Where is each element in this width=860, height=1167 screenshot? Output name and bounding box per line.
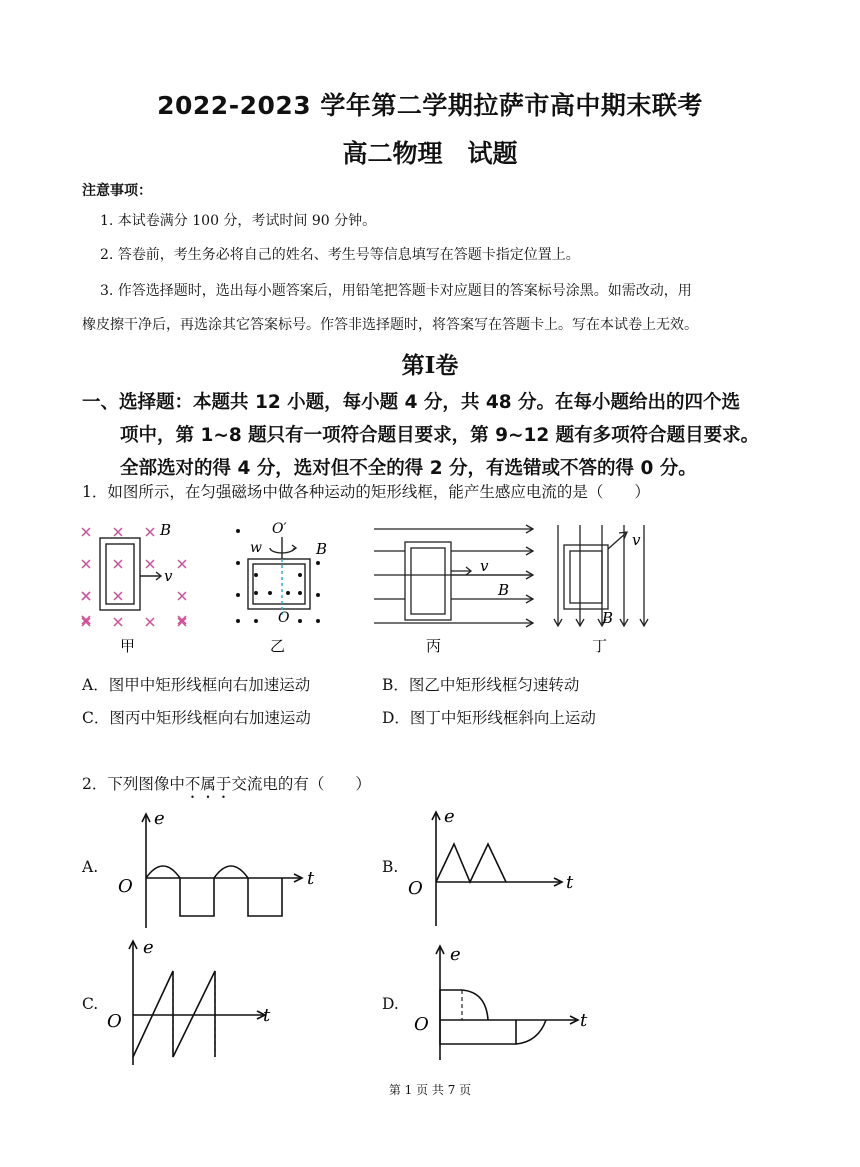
q1-option-c: C．图丙中矩形线框向右加速运动 xyxy=(82,709,311,727)
notice-item-3: 3. 作答选择题时，选出每小题答案后，用铅笔把答题卡对应题目的答案标号涂黑。如需改动，用 xyxy=(100,283,692,299)
graph-a-e: e xyxy=(154,808,165,829)
yi-B-label: B xyxy=(316,540,328,558)
label-yi: 乙 xyxy=(270,637,286,655)
jia-v-label: v xyxy=(164,567,173,585)
ding-B-label: B xyxy=(602,609,614,627)
exam-subtitle: 高二物理 试题 xyxy=(342,139,518,168)
graph-a-t: t xyxy=(307,868,315,889)
yi-O-label: O xyxy=(278,610,290,626)
q2-graph-d xyxy=(410,940,600,1065)
part-one-instructions xyxy=(82,386,782,485)
exam-title: 2022-2023 学年第二学期拉萨市高中期末联考 xyxy=(157,91,703,120)
q2-option-b-label: B. xyxy=(382,858,399,876)
graph-b-O: O xyxy=(408,878,423,899)
notice-heading: 注意事项： xyxy=(82,183,152,199)
figure-bing xyxy=(374,525,533,627)
q2-graph-b xyxy=(400,806,590,931)
yi-w-label: w xyxy=(250,540,262,556)
q2-stem-post: 交流电的有（ ） xyxy=(231,775,371,793)
ding-v-label: v xyxy=(632,531,641,549)
q2-stem-pre: 2．下列图像中 xyxy=(82,775,185,793)
question-1-figure xyxy=(70,515,690,660)
q1-option-b: B．图乙中矩形线框匀速转动 xyxy=(382,676,580,694)
graph-a-O: O xyxy=(118,876,133,897)
notice-item-1: 1. 本试卷满分 100 分，考试时间 90 分钟。 xyxy=(100,213,377,229)
question-2-stem xyxy=(82,772,371,802)
bing-v-label: v xyxy=(480,557,489,575)
label-ding: 丁 xyxy=(592,637,608,655)
q1-option-a: A．图甲中矩形线框向右加速运动 xyxy=(82,676,311,694)
q2-option-c-label: C. xyxy=(82,995,99,1013)
graph-d-t: t xyxy=(580,1010,588,1031)
bing-B-label: B xyxy=(498,581,510,599)
q2-graph-c xyxy=(105,935,285,1070)
graph-c-O: O xyxy=(107,1011,122,1032)
graph-d-O: O xyxy=(414,1014,429,1035)
section-title: 第Ⅰ卷 xyxy=(401,352,459,379)
jia-B-label: B xyxy=(160,521,172,539)
page-footer: 第 1 页 共 7 页 xyxy=(388,1083,472,1097)
notice-item-2: 2. 答卷前，考生务必将自己的姓名、考生号等信息填写在答题卡指定位置上。 xyxy=(100,247,580,263)
question-1-stem: 1．如图所示，在匀强磁场中做各种运动的矩形线框，能产生感应电流的是（ ） xyxy=(82,483,650,501)
part-one-line-3: 全部选对的得 4 分，选对但不全的得 2 分，有选错或不答的得 0 分。 xyxy=(120,458,697,479)
q2-stem-emphasis: 不属于 xyxy=(184,775,232,793)
label-bing: 丙 xyxy=(426,637,442,655)
q2-graph-a xyxy=(110,808,330,933)
part-one-line-1: 一、选择题：本题共 12 小题，每小题 4 分，共 48 分。在每小题给出的四个选 xyxy=(82,392,741,413)
q1-option-d: D．图丁中矩形线框斜向上运动 xyxy=(382,709,596,727)
graph-b-e: e xyxy=(444,806,455,827)
graph-b-t: t xyxy=(566,872,574,893)
yi-O-prime-label: O′ xyxy=(272,521,287,537)
label-jia: 甲 xyxy=(120,637,136,655)
graph-d-e: e xyxy=(450,944,461,965)
notice-item-3-cont: 橡皮擦干净后，再选涂其它答案标号。作答非选择题时，将答案写在答题卡上。写在本试卷上无效。 xyxy=(82,317,698,333)
graph-c-t: t xyxy=(263,1005,271,1026)
part-one-line-2: 项中，第 1~8 题只有一项符合题目要求，第 9~12 题有多项符合题目要求。 xyxy=(120,425,760,446)
q2-option-d-label: D. xyxy=(382,995,399,1013)
q2-option-a-label: A. xyxy=(82,858,99,876)
graph-c-e: e xyxy=(143,937,154,958)
